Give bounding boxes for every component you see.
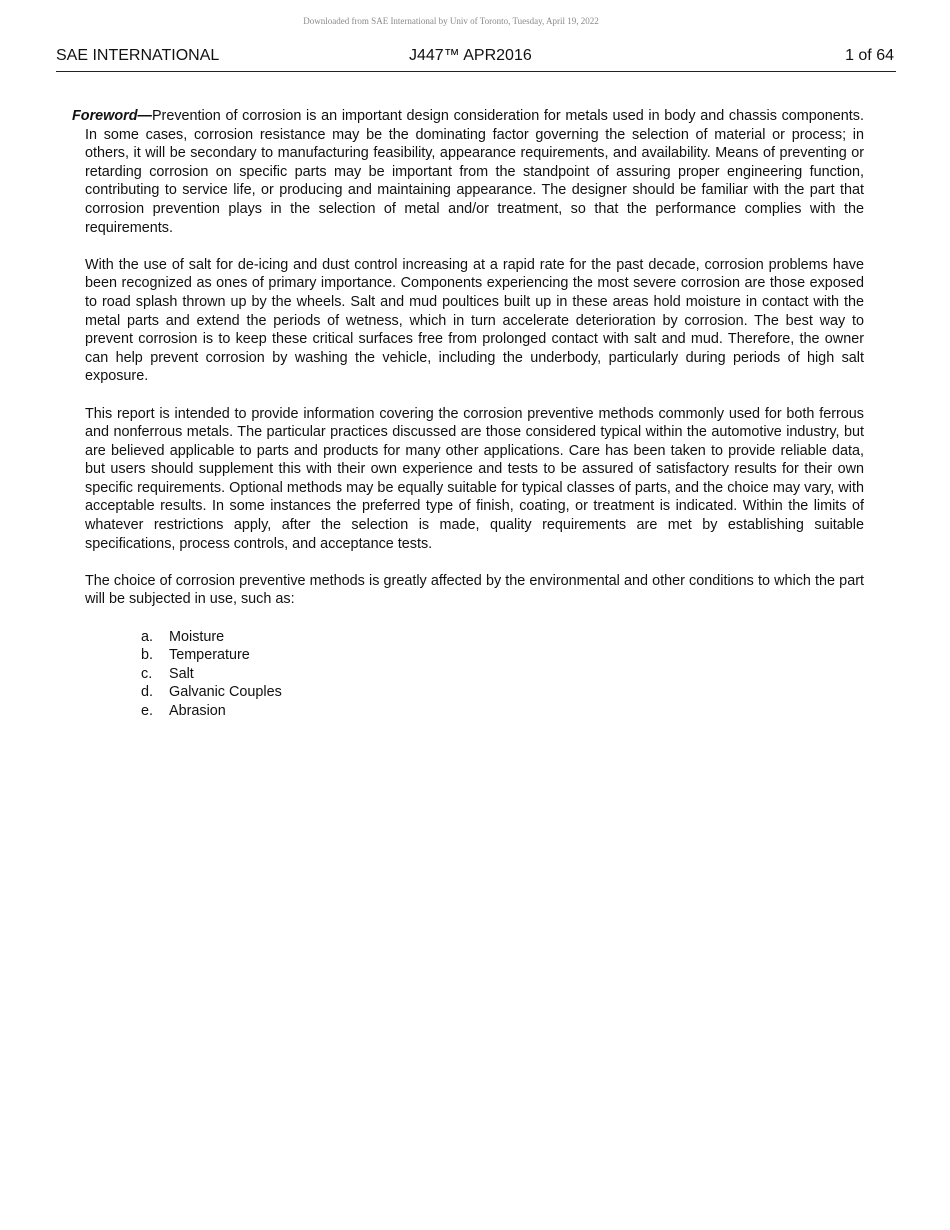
list-item-text: Abrasion bbox=[169, 703, 226, 719]
document-body bbox=[72, 107, 864, 721]
list-marker: c. bbox=[141, 665, 153, 682]
foreword-paragraph-1-text: Prevention of corrosion is an important design consideration for metals used in body and chassis components. In some cases, corrosion resistance may be the dominating factor governing the selection of material or process; in others, it will be secondary to manufacturing feasibility, appearance requirements, and availability. Means of preventing or retarding corrosion on specific parts may be important from the standpoint of assuring proper engineering function, contributing to service life, or producing and maintaining appearance. The designer should be familiar with the part that corrosion prevention plays in the selection of metal and/or treatment, so that the performance complies with the requirements. bbox=[85, 108, 864, 236]
list-marker: e. bbox=[141, 703, 154, 719]
foreword-paragraph-2: With the use of salt for de-icing and dust control increasing at a rapid rate for the past decade, corrosion problems have been recognized as ones of primary importance. Components experiencing the most severe corrosion are those exposed to road splash thrown up by the wheels. Salt and mud poultices built up in these areas hold moisture in contact with the metal parts and extend the periods of wetness, which in turn accelerate deterioration by corrosion. The best way to prevent corrosion is to keep these critical surfaces free from prolonged contact with salt and mud. Therefore, the owner can help prevent corrosion by washing the vehicle, including the underbody, particularly during periods of high salt exposure. bbox=[85, 256, 864, 385]
list-item bbox=[141, 702, 864, 721]
foreword-paragraph-1 bbox=[72, 107, 864, 237]
list-item-text: Salt bbox=[169, 665, 194, 682]
page-indicator: 1 of 64 bbox=[845, 47, 894, 64]
publisher-name: SAE INTERNATIONAL bbox=[56, 47, 220, 64]
list-item bbox=[141, 646, 864, 665]
list-item bbox=[141, 628, 864, 647]
list-marker: d. bbox=[141, 684, 154, 701]
foreword-paragraph-4: The choice of corrosion preventive methods is greatly affected by the environmental and other conditions to which the part will be subjected in use, such as: bbox=[85, 572, 864, 608]
list-item-text: Temperature bbox=[169, 647, 250, 664]
list-item-text: Moisture bbox=[169, 628, 225, 645]
document-id: J447™ APR2016 bbox=[409, 47, 532, 64]
list-item-text: Galvanic Couples bbox=[169, 684, 282, 701]
list-marker: a. bbox=[141, 628, 154, 645]
list-item bbox=[141, 665, 864, 684]
download-note: Downloaded from SAE International by Univ of Toronto, Tuesday, April 19, 2022 bbox=[303, 16, 599, 26]
foreword-paragraph-3: This report is intended to provide information covering the corrosion preventive methods commonly used for both ferrous and nonferrous metals. The particular practices discussed are those considered typical within the automotive industry, but are believed applicable to parts and products for many other applications. Care has been taken to provide reliable data, but users should supplement this with their own experience and tests to be assured of satisfactory results for their own specific requirements. Optional methods may be equally suitable for typical classes of parts, and the choice may vary, with acceptable results. In some instances the preferred type of finish, coating, or treatment is indicated. Within the limits of whatever restrictions apply, after the selection is made, quality requirements are met by establishing suitable specifications, process controls, and acceptance tests. bbox=[85, 405, 864, 552]
list-item bbox=[141, 683, 864, 702]
foreword-label: Foreword— bbox=[72, 108, 152, 124]
page-header bbox=[56, 47, 896, 72]
conditions-list bbox=[85, 628, 864, 721]
list-marker: b. bbox=[141, 647, 154, 664]
